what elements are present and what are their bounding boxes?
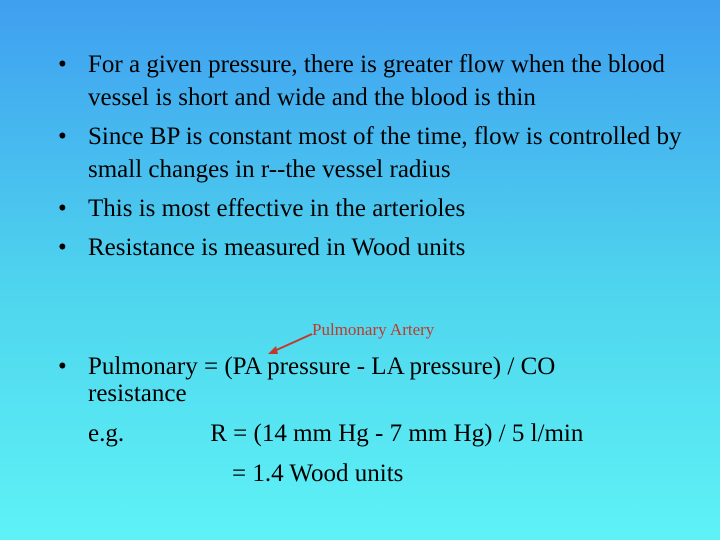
- bullet-item: [58, 120, 698, 186]
- bullet-dot: •: [58, 51, 67, 78]
- bullet-list: [58, 48, 698, 270]
- formula-line: [58, 352, 698, 382]
- example-label: e.g.: [88, 420, 125, 447]
- formula-line-2: resistance: [88, 380, 187, 407]
- callout-label: Pulmonary Artery: [312, 320, 435, 339]
- bullet-text: This is most effective in the arterioles: [88, 195, 466, 222]
- bullet-item: [58, 192, 698, 225]
- bullet-text: Resistance is measured in Wood units: [88, 234, 466, 261]
- example-equation: R = (14 mm Hg - 7 mm Hg) / 5 l/min: [210, 420, 584, 447]
- bullet-dot: •: [58, 353, 67, 380]
- bullet-dot: •: [58, 195, 67, 222]
- formula-text: Pulmonary = (PA pressure - LA pressure) / CO: [88, 353, 556, 380]
- formula: [58, 352, 698, 406]
- bullet-text: Since BP is constant most of the time, flow is controlled by small changes in r--the vessel radius: [88, 123, 682, 183]
- bullet-dot: •: [58, 234, 67, 261]
- example-result: = 1.4 Wood units: [232, 460, 404, 487]
- bullet-dot: •: [58, 123, 67, 150]
- bullet-text: For a given pressure, there is greater flow when the blood vessel is short and wide and the blood is thin: [88, 51, 665, 111]
- example: [88, 420, 583, 448]
- bullet-item: [58, 231, 698, 264]
- bullet-item: [58, 48, 698, 114]
